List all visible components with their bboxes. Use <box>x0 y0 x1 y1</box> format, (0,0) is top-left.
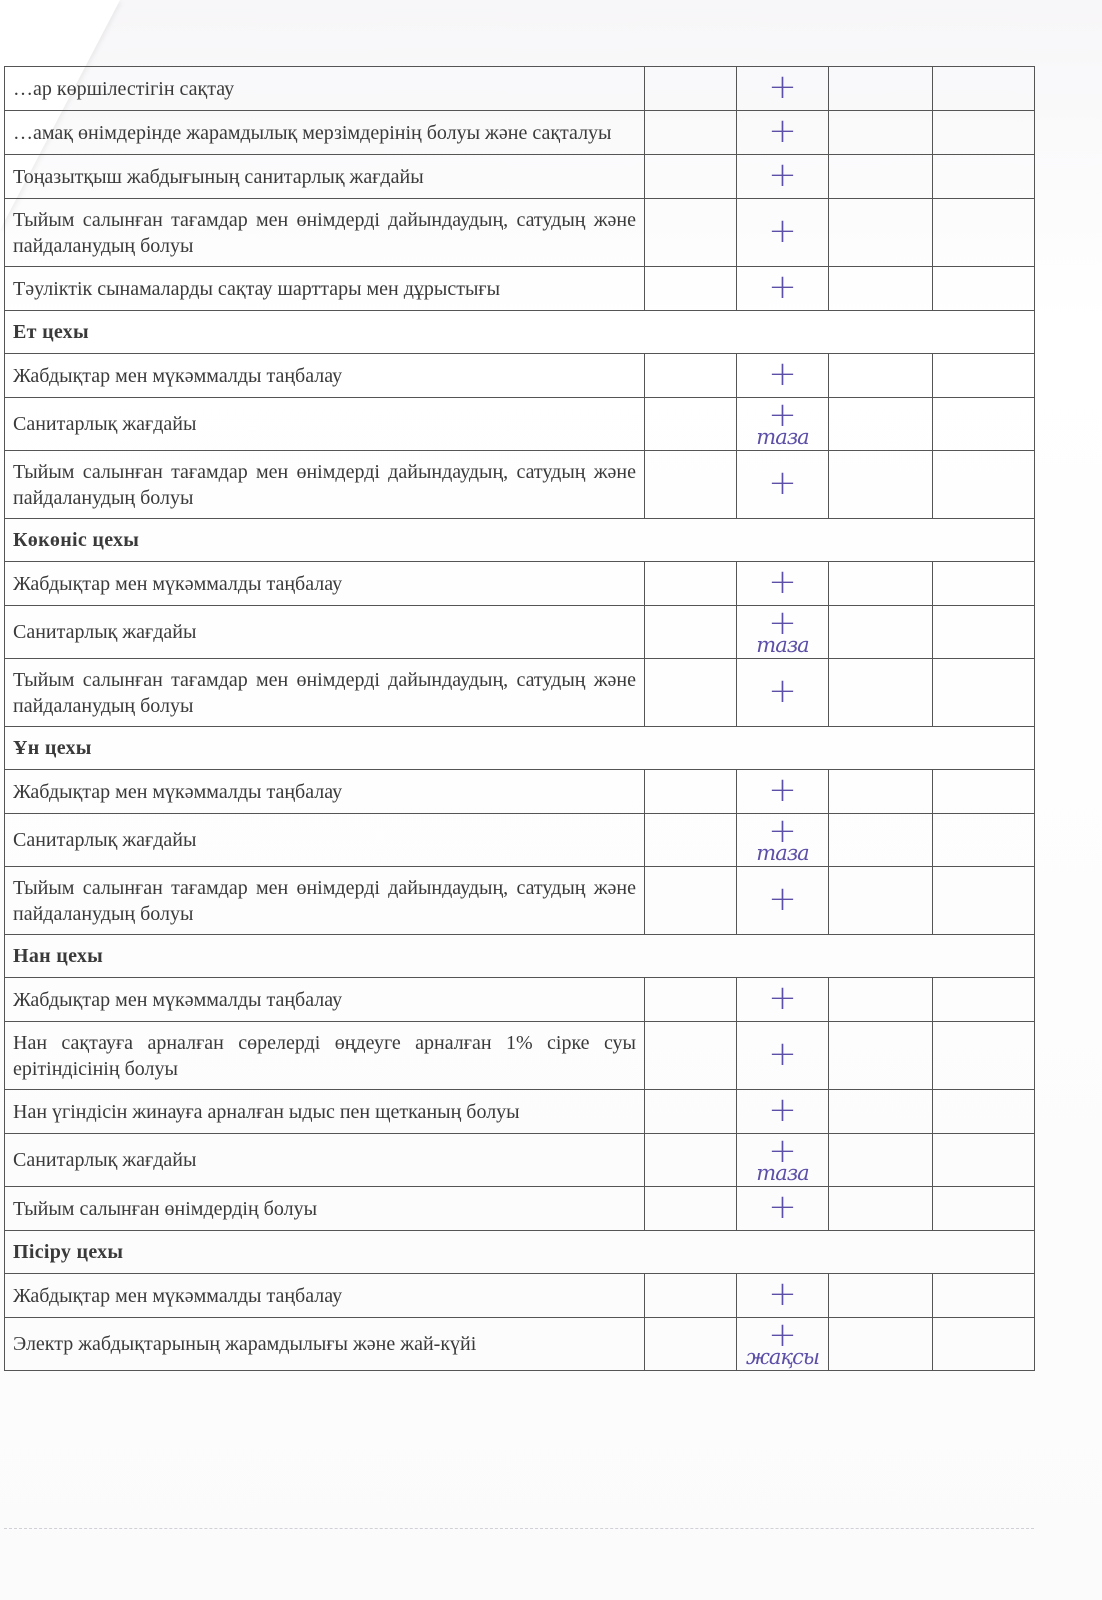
empty-cell <box>829 814 933 867</box>
empty-cell <box>645 1134 737 1187</box>
checklist-row <box>5 67 1035 111</box>
checklist-row <box>5 1318 1035 1371</box>
plus-mark: + <box>768 1131 797 1171</box>
empty-cell <box>645 606 737 659</box>
criterion-label: Санитарлық жағдайы <box>5 398 645 451</box>
handwritten-mark <box>768 878 797 919</box>
checklist-row <box>5 451 1035 519</box>
checklist-row <box>5 562 1035 606</box>
empty-cell <box>829 354 933 398</box>
handwritten-mark <box>768 353 797 394</box>
empty-cell <box>645 199 737 267</box>
checklist-row <box>5 1090 1035 1134</box>
empty-cell <box>645 659 737 727</box>
checklist-row <box>5 1022 1035 1090</box>
mark-cell <box>737 978 829 1022</box>
empty-cell <box>829 67 933 111</box>
page-bottom-edge <box>4 1528 1034 1529</box>
mark-cell <box>737 451 829 519</box>
empty-cell <box>933 1022 1035 1090</box>
empty-cell <box>829 1274 933 1318</box>
plus-mark: + <box>768 1089 797 1130</box>
plus-mark: + <box>768 462 797 503</box>
section-title: Ет цехы <box>5 311 1035 354</box>
plus-mark: + <box>768 878 797 919</box>
criterion-label: Тоңазытқыш жабдығының санитарлық жағдайы <box>5 155 645 199</box>
plus-mark: + <box>768 670 797 711</box>
empty-cell <box>829 1090 933 1134</box>
empty-cell <box>829 199 933 267</box>
mark-cell <box>737 199 829 267</box>
section-header-row <box>5 935 1035 978</box>
checklist-row <box>5 111 1035 155</box>
checklist-row <box>5 1274 1035 1318</box>
section-header-row <box>5 519 1035 562</box>
empty-cell <box>645 398 737 451</box>
empty-cell <box>829 978 933 1022</box>
criterion-label: Тыйым салынған тағамдар мен өнімдерді дайындаудың, сатудың және пайдаланудың болуы <box>5 199 645 267</box>
section-title: Ұн цехы <box>5 727 1035 770</box>
section-header-row <box>5 311 1035 354</box>
empty-cell <box>829 111 933 155</box>
empty-cell <box>829 398 933 451</box>
checklist-row <box>5 155 1035 199</box>
plus-mark: + <box>768 977 797 1018</box>
handwritten-mark <box>768 1186 797 1227</box>
empty-cell <box>645 1187 737 1231</box>
empty-cell <box>645 814 737 867</box>
criterion-label: Жабдықтар мен мүкәммалды таңбалау <box>5 1274 645 1318</box>
empty-cell <box>933 770 1035 814</box>
mark-cell <box>737 867 829 935</box>
empty-cell <box>933 354 1035 398</box>
handwritten-mark <box>756 811 809 865</box>
plus-mark: + <box>768 1273 797 1314</box>
handwritten-mark <box>768 110 797 151</box>
empty-cell <box>829 267 933 311</box>
handwritten-mark <box>768 977 797 1018</box>
handwritten-mark <box>768 154 797 195</box>
plus-mark: + <box>768 395 797 435</box>
checklist-row <box>5 606 1035 659</box>
criterion-label: Нан сақтауға арналған сөрелерді өңдеуге арналған 1% сірке суы ерітіндісінің болуы <box>5 1022 645 1090</box>
empty-cell <box>645 267 737 311</box>
empty-cell <box>933 659 1035 727</box>
checklist-row <box>5 867 1035 935</box>
empty-cell <box>645 1318 737 1371</box>
empty-cell <box>933 867 1035 935</box>
criterion-label: Тыйым салынған тағамдар мен өнімдерді дайындаудың, сатудың және пайдаланудың болуы <box>5 451 645 519</box>
empty-cell <box>829 1318 933 1371</box>
checklist-row <box>5 354 1035 398</box>
criterion-label: Тәуліктік сынамаларды сақтау шарттары мен дұрыстығы <box>5 267 645 311</box>
checklist-row <box>5 1187 1035 1231</box>
handwritten-mark <box>756 395 809 449</box>
handwritten-mark <box>746 1315 819 1369</box>
handwritten-mark <box>768 670 797 711</box>
handwritten-mark <box>768 462 797 503</box>
mark-cell <box>737 1187 829 1231</box>
empty-cell <box>933 814 1035 867</box>
handwritten-note: таза <box>756 425 809 449</box>
mark-cell <box>737 603 829 659</box>
handwritten-mark <box>768 1033 797 1074</box>
empty-cell <box>829 770 933 814</box>
mark-cell <box>737 354 829 398</box>
criterion-label: …амақ өнімдерінде жарамдылық мерзімдерінің болуы және сақталуы <box>5 111 645 155</box>
criterion-label: Электр жабдықтарының жарамдылығы және жай-күйі <box>5 1318 645 1371</box>
criterion-label: Жабдықтар мен мүкәммалды таңбалау <box>5 770 645 814</box>
mark-cell <box>737 811 829 867</box>
empty-cell <box>933 111 1035 155</box>
criterion-label: Санитарлық жағдайы <box>5 814 645 867</box>
empty-cell <box>829 659 933 727</box>
empty-cell <box>645 111 737 155</box>
section-title: Көкөніс цехы <box>5 519 1035 562</box>
checklist-row <box>5 659 1035 727</box>
empty-cell <box>933 398 1035 451</box>
empty-cell <box>645 562 737 606</box>
section-header-row <box>5 727 1035 770</box>
empty-cell <box>933 199 1035 267</box>
empty-cell <box>645 867 737 935</box>
mark-cell <box>737 1022 829 1090</box>
checklist-row <box>5 814 1035 867</box>
handwritten-mark <box>768 66 797 107</box>
mark-cell <box>737 267 829 311</box>
empty-cell <box>829 867 933 935</box>
empty-cell <box>645 67 737 111</box>
handwritten-mark <box>768 1273 797 1314</box>
criterion-label: Тыйым салынған тағамдар мен өнімдерді дайындаудың, сатудың және пайдаланудың болуы <box>5 659 645 727</box>
handwritten-mark <box>756 603 809 657</box>
plus-mark: + <box>768 266 797 307</box>
plus-mark: + <box>768 154 797 195</box>
empty-cell <box>829 562 933 606</box>
empty-cell <box>645 155 737 199</box>
checklist-row <box>5 267 1035 311</box>
empty-cell <box>933 1274 1035 1318</box>
empty-cell <box>933 451 1035 519</box>
empty-cell <box>933 1134 1035 1187</box>
criterion-label: Тыйым салынған тағамдар мен өнімдерді дайындаудың, сатудың және пайдаланудың болуы <box>5 867 645 935</box>
empty-cell <box>829 451 933 519</box>
handwritten-mark <box>768 561 797 602</box>
empty-cell <box>933 1187 1035 1231</box>
checklist-row <box>5 398 1035 451</box>
mark-cell <box>737 659 829 727</box>
criterion-label: …ар көршілестігін сақтау <box>5 67 645 111</box>
plus-mark: + <box>768 110 797 151</box>
empty-cell <box>933 978 1035 1022</box>
mark-cell <box>737 562 829 606</box>
criterion-label: Санитарлық жағдайы <box>5 1134 645 1187</box>
section-header-row <box>5 1231 1035 1274</box>
checklist-row <box>5 1134 1035 1187</box>
criterion-label: Тыйым салынған өнімдердің болуы <box>5 1187 645 1231</box>
criterion-label: Нан үгіндісін жинауға арналған ыдыс пен щетканың болуы <box>5 1090 645 1134</box>
empty-cell <box>933 155 1035 199</box>
plus-mark: + <box>768 769 797 810</box>
mark-cell <box>737 1090 829 1134</box>
section-title: Нан цехы <box>5 935 1035 978</box>
empty-cell <box>645 978 737 1022</box>
plus-mark: + <box>768 811 797 851</box>
mark-cell <box>737 155 829 199</box>
handwritten-note: таза <box>756 841 809 865</box>
handwritten-mark <box>768 210 797 251</box>
empty-cell <box>933 1090 1035 1134</box>
mark-cell <box>737 770 829 814</box>
plus-mark: + <box>768 561 797 602</box>
plus-mark: + <box>768 603 797 643</box>
plus-mark: + <box>768 1315 797 1355</box>
empty-cell <box>645 770 737 814</box>
criterion-label: Жабдықтар мен мүкәммалды таңбалау <box>5 354 645 398</box>
handwritten-note: жақсы <box>746 1345 819 1369</box>
checklist-row <box>5 978 1035 1022</box>
empty-cell <box>829 1187 933 1231</box>
criterion-label: Санитарлық жағдайы <box>5 606 645 659</box>
plus-mark: + <box>768 1033 797 1074</box>
mark-cell <box>737 67 829 111</box>
handwritten-mark <box>768 1089 797 1130</box>
mark-cell <box>737 395 829 451</box>
plus-mark: + <box>768 210 797 251</box>
empty-cell <box>933 562 1035 606</box>
criterion-label: Жабдықтар мен мүкәммалды таңбалау <box>5 562 645 606</box>
empty-cell <box>645 354 737 398</box>
handwritten-note: таза <box>756 633 809 657</box>
empty-cell <box>933 606 1035 659</box>
mark-cell <box>737 1274 829 1318</box>
empty-cell <box>645 1274 737 1318</box>
handwritten-mark <box>768 266 797 307</box>
empty-cell <box>933 1318 1035 1371</box>
section-title: Пісіру цехы <box>5 1231 1035 1274</box>
plus-mark: + <box>768 1186 797 1227</box>
mark-cell <box>737 1315 829 1371</box>
inspection-checklist-table <box>4 66 1035 1371</box>
empty-cell <box>829 1134 933 1187</box>
empty-cell <box>933 67 1035 111</box>
checklist-row <box>5 770 1035 814</box>
plus-mark: + <box>768 66 797 107</box>
handwritten-mark <box>756 1131 809 1185</box>
empty-cell <box>829 155 933 199</box>
plus-mark: + <box>768 353 797 394</box>
empty-cell <box>829 1022 933 1090</box>
mark-cell <box>737 1131 829 1187</box>
checklist-row <box>5 199 1035 267</box>
criterion-label: Жабдықтар мен мүкәммалды таңбалау <box>5 978 645 1022</box>
empty-cell <box>933 267 1035 311</box>
empty-cell <box>829 606 933 659</box>
handwritten-mark <box>768 769 797 810</box>
empty-cell <box>645 451 737 519</box>
empty-cell <box>645 1022 737 1090</box>
handwritten-note: таза <box>756 1161 809 1185</box>
empty-cell <box>645 1090 737 1134</box>
mark-cell <box>737 111 829 155</box>
